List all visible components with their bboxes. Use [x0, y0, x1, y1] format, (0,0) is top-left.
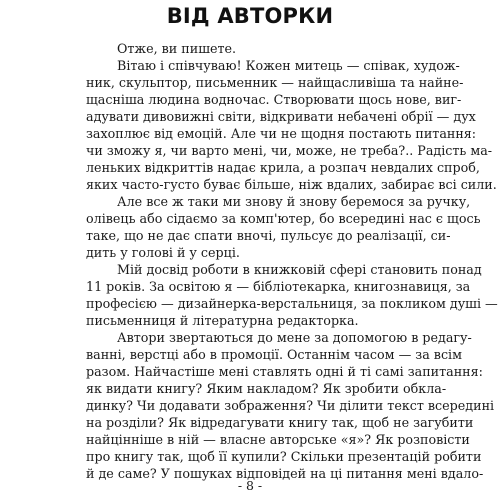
text-line: разом. Найчастіше мені ставлять одні й ті самі запитання:	[86, 364, 483, 379]
text-line: ванні, верстці або в промоції. Останнім часом — за всім	[86, 347, 462, 362]
text-line: олівець або сідаємо за комп'ютер, бо всередині нас є щось	[86, 211, 481, 226]
text-line: про книгу так, щоб її купили? Скільки презентацій робити	[86, 449, 482, 464]
text-line: письменниця й літературна редакторка.	[86, 313, 359, 328]
text-line: щасніша людина водночас. Створювати щось нове, виг-	[86, 92, 462, 107]
text-line: чи зможу я, чи варто мені, чи, може, не треба?.. Радість ма-	[86, 143, 493, 158]
text-line: Автори звертаються до мене за допомогою в редагу-	[117, 330, 472, 345]
text-line: таке, що не дає спати вночі, пульсує до реалізації, си-	[86, 228, 451, 243]
text-line: адувати дивовижні світи, відкривати небачені обрії — дух	[86, 109, 476, 124]
text-line: Вітаю і співчуваю! Кожен митець — співак, худож-	[117, 58, 460, 73]
text-line: Але все ж таки ми знову й знову беремося за ручку,	[117, 194, 471, 209]
text-line: захоплює від емоцій. Але чи не щодня постають питання:	[86, 126, 477, 141]
text-line: Отже, ви пишете.	[117, 41, 237, 56]
text-line: динку? Чи додавати зображення? Чи ділити текст всередині	[86, 398, 495, 413]
text-line: Мій досвід роботи в книжковій сфері становить понад	[117, 262, 482, 277]
text-line: дить у голові й у серці.	[86, 245, 240, 260]
text-line: яких часто-густо буває більше, ніж вдалих, забирає всі сили.	[86, 177, 497, 192]
text-line: 11 років. За освітою я — бібліотекарка, книгознавиця, за	[86, 279, 471, 294]
text-line: найцінніше в ній — власне авторське «я»? Як розповісти	[86, 432, 470, 447]
page-number: - 8 -	[237, 478, 263, 493]
text-line: ник, скульптор, письменник — найщасливіша та найне-	[86, 75, 464, 90]
text-line: як видати книгу? Яким накладом? Як зробити обкла-	[86, 381, 447, 396]
chapter-heading: ВІД АВТОРКИ	[166, 4, 334, 28]
text-line: леньких відкриттів надає крила, а розпач невдалих спроб,	[86, 160, 480, 175]
text-line: професією — дизайнерка-верстальниця, за покликом душі —	[86, 296, 498, 311]
text-line: на розділи? Як відредагувати книгу так, щоб не загубити	[86, 415, 474, 430]
text-line: й де саме? У пошуках відповідей на ці питання мені вдало-	[86, 466, 484, 481]
